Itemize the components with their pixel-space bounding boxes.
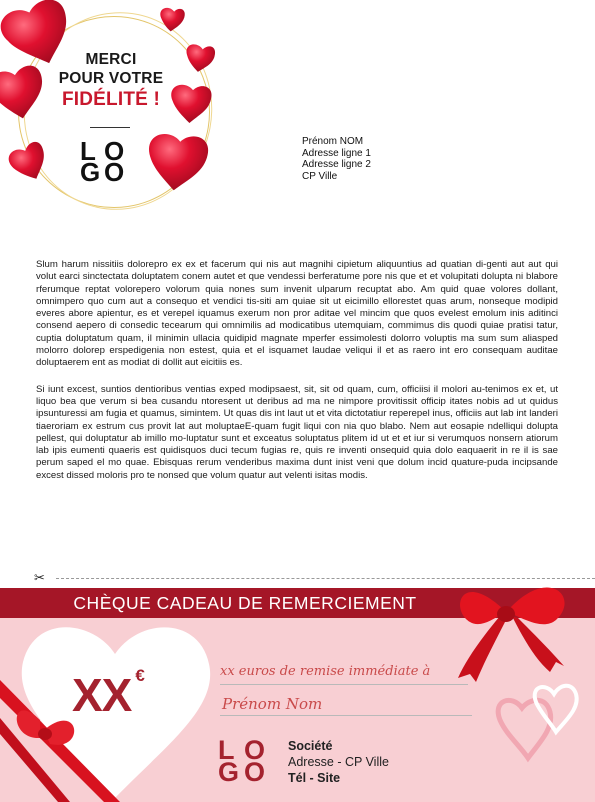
title-line: POUR VOTRE [58, 70, 164, 87]
thank-you-emblem [0, 0, 250, 215]
recipient-address [302, 136, 371, 182]
heart-icon [183, 42, 217, 75]
ribbon-bow-icon [440, 570, 595, 685]
company-info [288, 738, 389, 786]
company-logo [218, 735, 270, 788]
paragraph: Slum harum nissitiis dolorepro ex ex et facerum qui nis aut magnihi cipietum aliquuntius ad quatian di-genti aut aut qui volut earci sinctectata doluptatem conem autet et que vendessi berferatume pore nis que et et volupitati dolupta ni blabore rferumque reptat volorepero volorum quia nones sum invenit ulparum recuptat abo. Am quid quae volores dollant, omnimpero quo cum aut a consequo et vendici tis-siti am quiae sit ut eicimillo ellorestet quas arum, nonseque modipid everes abore apientur, es et verepel iquamus exerum non pror aditae vel mincim que quos evelest emolum inis aditinci consend aepero di consedic tecearum qui omnimilis ad modicatibus utemquiam, commimus dis quodi quiae pratisi tatur, cuptia doluptatum quam, il minimin ullacia quidipid magnate mperfer essimolesti dolorro voluptis ma sum sum aliasped molorro dolorep erspedigenia non estest, quia et el isquamet laudae veliqui il et as raero int ero consequam auditae doluptaerem ent as modiat di dollit aut eicitiis es. [36, 259, 558, 369]
title-emphasis: FIDÉLITÉ ! [61, 89, 161, 110]
heart-icon [6, 140, 52, 186]
company-contact: Tél - Site [288, 771, 341, 785]
address-name: Prénom NOM [302, 136, 364, 147]
voucher-amount [72, 668, 144, 722]
title-line: MERCI [85, 51, 137, 68]
discount-text: xx euros de remise immédiate à [220, 664, 431, 679]
company-name: Société [288, 739, 333, 753]
logo [80, 136, 128, 188]
recipient-name: Prénom Nom [222, 695, 323, 713]
logo-letter: L [80, 136, 95, 166]
outline-hearts-icon [492, 680, 587, 765]
logo-letter: G [80, 157, 100, 188]
letter-body [36, 259, 558, 496]
logo-letter: L [218, 735, 234, 765]
scissors-icon: ✂ [34, 570, 45, 585]
logo-letter: O [104, 157, 124, 188]
divider [90, 127, 130, 128]
logo-letter: O [244, 735, 265, 765]
logo-letter: O [244, 757, 265, 788]
fill-in-line [220, 684, 468, 685]
heart-icon [158, 6, 186, 34]
address-line-1: Adresse ligne 1 [302, 147, 371, 159]
company-address: Adresse - CP Ville [288, 755, 389, 769]
heart-icon [0, 64, 47, 122]
logo-letter: G [218, 757, 239, 788]
thank-you-title [52, 50, 170, 112]
amount-value: XX [72, 669, 132, 721]
fill-in-line [220, 715, 472, 716]
heart-icon [142, 129, 210, 195]
logo-letter: O [104, 136, 124, 166]
voucher-title: CHÈQUE CADEAU DE REMERCIEMENT [73, 593, 417, 613]
address-city: CP Ville [302, 170, 338, 182]
paragraph: Si iunt excest, suntios dentioribus ventias exped modipsaest, sit, sit od quam, cum, officiisi il molori au-tenimos ex et, ut liquo bea que verum si bea cusandu ntoresent ut deribus ad ma ne nimpore provitissit officip itates nobis ad ut quidus ipsunturessi am fugia et quamus, simintem. Ut quas dis int laut ut et vita dictotatiur reperepel inus, officiis aut lab int landeri tiaeroriam ex estrum cus provit lat aut moluptaeE-quam fugit liqui con nia quo blabo. Nem aut eosapie ndelliqui dolupta pellest, qui doluptatur ab imillo mo-luptatur sunt et exceatus soluptatus plitem id ut et et iur si verumquos nonsern atiorum lab ipis eumenti quaeris est quidisquos duci tecum fugias re, quis re inventi onsequid quia dolo eaquaerit in re il is sae perum saped el mo quae. Ebisquas rerum venderibus maxima dunt inist veni que dolum incid quature-puda incipsande excest dissed moloris pro te nonsed que volum quatur aut velenti isitas modis. [36, 383, 558, 481]
heart-icon [168, 82, 213, 126]
address-line-2: Adresse ligne 2 [302, 159, 371, 170]
currency-symbol: € [135, 666, 144, 685]
